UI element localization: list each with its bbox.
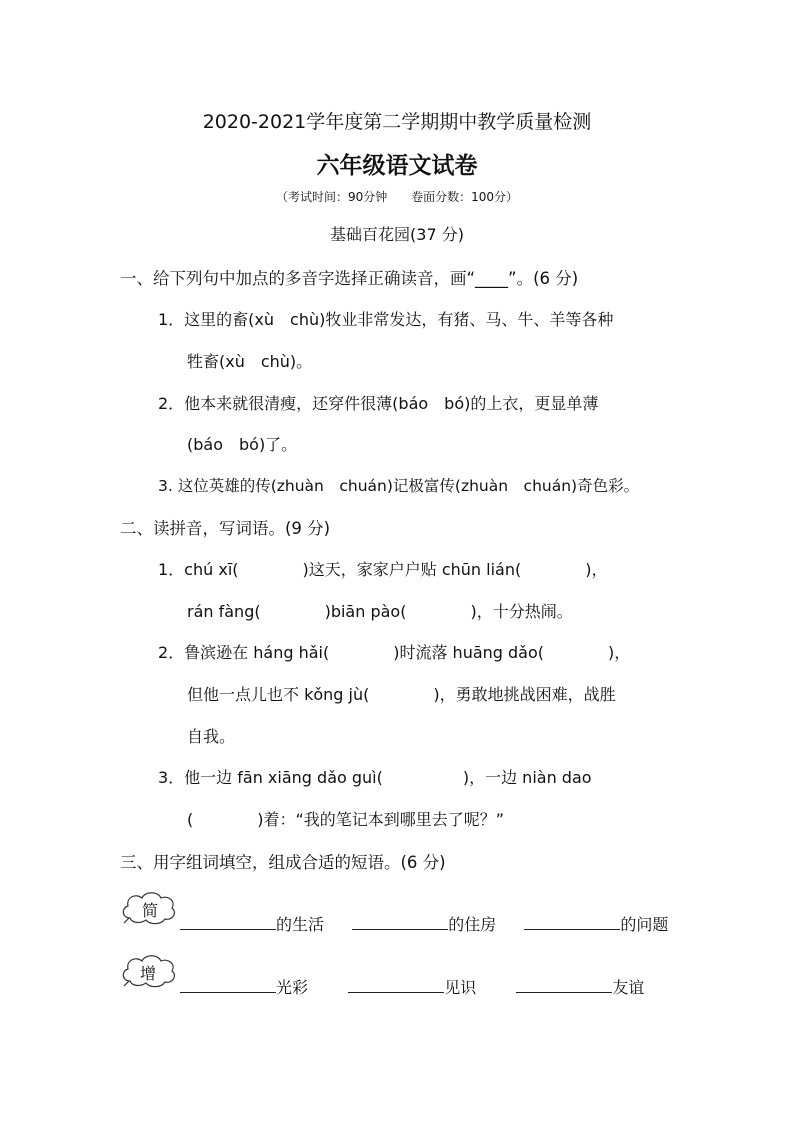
q3-row2-word-1: 光彩	[276, 978, 309, 997]
q1-item1-line1: 1．这里的畜(xù chù)牧业非常发达，有猪、马、牛、羊等各种	[158, 310, 614, 329]
q2-item2-line1: 2．鲁滨逊在 háng hǎi( )时流落 huāng dǎo( )，	[158, 643, 631, 662]
section-heading: 基础百花园(37 分)	[330, 225, 464, 244]
exam-info	[0, 188, 794, 205]
answer-blank[interactable]	[524, 912, 620, 930]
q1-item2-line1: 2．他本来就很清瘦，还穿件很薄(báo bó)的上衣，更显单薄	[158, 394, 599, 413]
q2-item1-line1: 1．chú xī( )这天，家家户户贴 chūn lián( )，	[158, 560, 608, 579]
answer-blank[interactable]	[348, 975, 444, 993]
q2-item2-line2: 但他一点儿也不 kǒng jù( )，勇敢地挑战困难，战胜	[187, 685, 616, 704]
exam-title: 2020-2021学年度第二学期期中教学质量检测	[202, 111, 592, 133]
q2-item2-line3: 自我。	[187, 727, 236, 746]
q3-heading: 三、用字组词填空，组成合适的短语。(6 分)	[120, 853, 446, 872]
q3-row1-word-3: 的问题	[620, 915, 669, 934]
q2-item3-line1: 3．他一边 fān xiāng dǎo guì( )，一边 niàn dao	[158, 768, 592, 787]
q2-heading: 二、读拼音，写词语。(9 分)	[120, 519, 331, 538]
full-score: 卷面分数：100分）	[411, 190, 518, 204]
q3-char-1: 简	[142, 901, 159, 920]
answer-blank[interactable]	[516, 975, 612, 993]
answer-blank[interactable]	[180, 912, 276, 930]
q3-row2-word-2: 见识	[444, 978, 477, 997]
q1-item3: 3. 这位英雄的传(zhuàn chuán)记极富传(zhuàn chuán)奇色彩。	[158, 477, 640, 495]
q3-row2	[180, 975, 644, 998]
q2-item3-line2: ( )着：“我的笔记本到哪里去了呢？”	[187, 810, 505, 829]
q3-row1-word-1: 的生活	[276, 915, 325, 934]
q3-row1-word-2: 的住房	[448, 915, 497, 934]
q3-char-2: 增	[140, 964, 157, 983]
q1-item2-line2: (báo bó)了。	[187, 435, 298, 454]
paper-subtitle: 六年级语文试卷	[316, 153, 478, 179]
answer-blank[interactable]	[180, 975, 276, 993]
exam-time: （考试时间：90分钟	[275, 190, 388, 204]
q1-heading: 一、给下列句中加点的多音字选择正确读音，画“____”。(6 分)	[120, 269, 579, 288]
q3-row2-word-3: 友谊	[612, 978, 645, 997]
q2-item1-line2: rán fàng( )biān pào( )，十分热闹。	[187, 602, 573, 621]
answer-blank[interactable]	[352, 912, 448, 930]
q3-row1	[180, 912, 668, 935]
q1-item1-line2: 牲畜(xù chù)。	[187, 352, 313, 371]
